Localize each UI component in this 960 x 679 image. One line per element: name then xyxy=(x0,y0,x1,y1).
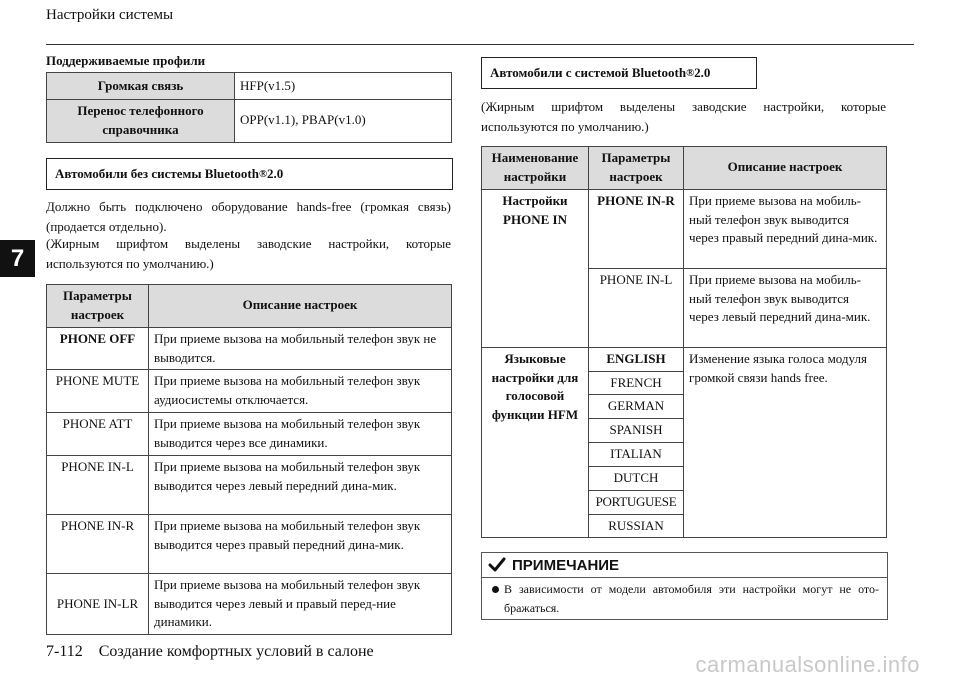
language-cell: RUSSIAN xyxy=(589,514,684,538)
table-row xyxy=(482,347,887,371)
table-row xyxy=(47,455,452,514)
setting-name-cell: Языковые настройки для голосовой функции HFM xyxy=(482,347,589,538)
defaults-paragraph: (Жирным шрифтом выделены заводские настройки, которые используются по умолчанию.) xyxy=(46,236,451,271)
param-cell: PHONE OFF xyxy=(47,327,149,370)
phone-settings-table xyxy=(46,284,452,635)
note-header xyxy=(482,553,887,578)
table-row xyxy=(47,100,452,143)
bluetooth-title-box xyxy=(481,57,757,89)
table-row xyxy=(47,370,452,413)
col-header-description: Описание настроек xyxy=(149,285,452,328)
table-row xyxy=(47,514,452,573)
language-cell: ITALIAN xyxy=(589,443,684,467)
chapter-tab: 7 xyxy=(0,240,35,277)
desc-cell: При приеме вызова на мобильный телефон звук аудиосистемы отключается. xyxy=(149,370,452,413)
registered-mark: ® xyxy=(686,67,695,79)
page-footer xyxy=(46,643,374,661)
note-body xyxy=(482,578,887,617)
param-cell: PHONE IN-LR xyxy=(47,573,149,635)
param-cell: PHONE IN-L xyxy=(47,455,149,514)
col-header-params: Параметры настроек xyxy=(47,285,149,328)
profiles-table xyxy=(46,72,452,143)
no-bluetooth-title-box xyxy=(46,158,453,190)
desc-cell: При приеме вызова на мобиль-ный телефон звук выводится через правый передний дина-мик. xyxy=(684,189,887,268)
param-cell: PHONE IN-R xyxy=(47,514,149,573)
profile-name: Громкая связь xyxy=(47,73,235,100)
param-cell: PHONE IN-R xyxy=(589,189,684,268)
profile-value: OPP(v1.1), PBAP(v1.0) xyxy=(235,100,452,143)
profile-name: Перенос телефонного справочника xyxy=(47,100,235,143)
desc-cell: При приеме вызова на мобиль-ный телефон звук выводится через левый передний дина-мик. xyxy=(684,268,887,347)
box-title-text: Автомобили без системы Bluetooth xyxy=(55,166,259,181)
page-header-title: Настройки системы xyxy=(46,7,174,23)
language-cell: GERMAN xyxy=(589,395,684,419)
language-cell: DUTCH xyxy=(589,466,684,490)
table-row xyxy=(482,189,887,268)
param-cell: PHONE IN-L xyxy=(589,268,684,347)
registered-mark: ® xyxy=(258,168,268,180)
desc-cell: При приеме вызова на мобильный телефон звук выводится через левый передний дина-мик. xyxy=(149,455,452,514)
profiles-title: Поддерживаемые профили xyxy=(46,53,206,68)
col-header-params: Параметры настроек xyxy=(589,147,684,190)
language-cell: ENGLISH xyxy=(589,347,684,371)
table-row xyxy=(47,73,452,100)
box-title-suffix: 2.0 xyxy=(267,166,284,181)
box-title-suffix: 2.0 xyxy=(694,65,711,80)
watermark: carmanualsonline.info xyxy=(695,652,920,677)
note-title: ПРИМЕЧАНИЕ xyxy=(512,556,620,574)
note-text: В зависимости от модели автомобиля эти настройки могут не ото-бражаться. xyxy=(504,582,879,615)
col-header-name: Наименование настройки xyxy=(482,147,589,190)
checkmark-icon xyxy=(488,556,506,574)
note-box xyxy=(481,552,888,620)
table-row xyxy=(47,327,452,370)
setting-name-cell: Настройки PHONE IN xyxy=(482,189,589,347)
param-cell: PHONE MUTE xyxy=(47,370,149,413)
defaults-paragraph-right: (Жирным шрифтом выделены заводские настройки, которые используются по умолчанию.) xyxy=(481,99,886,134)
language-cell: FRENCH xyxy=(589,371,684,395)
bluetooth-settings-table xyxy=(481,146,887,538)
profile-value: HFP(v1.5) xyxy=(235,73,452,100)
table-row xyxy=(47,573,452,635)
desc-cell: При приеме вызова на мобильный телефон звук выводится через левый и правый перед-ние динамики. xyxy=(149,573,452,635)
header-divider xyxy=(46,44,914,45)
page-number: 7-112 xyxy=(46,643,83,660)
table-row xyxy=(47,413,452,456)
desc-cell: При приеме вызова на мобильный телефон звук не выводится. xyxy=(149,327,452,370)
box-title-text: Автомобили с системой Bluetooth xyxy=(490,65,687,80)
desc-cell: Изменение языка голоса модуля громкой связи hands free. xyxy=(684,347,887,538)
language-cell: PORTUGUESE xyxy=(589,490,684,514)
section-title: Создание комфортных условий в салоне xyxy=(98,643,374,660)
param-cell: PHONE ATT xyxy=(47,413,149,456)
language-cell: SPANISH xyxy=(589,419,684,443)
col-header-description: Описание настроек xyxy=(684,147,887,190)
handsfree-paragraph: Должно быть подключено оборудование hands-free (громкая связь) (продается отдельно). xyxy=(46,199,451,234)
desc-cell: При приеме вызова на мобильный телефон звук выводится через правый передний дина-мик. xyxy=(149,514,452,573)
bullet-icon xyxy=(492,586,499,593)
desc-cell: При приеме вызова на мобильный телефон звук выводится через все динамики. xyxy=(149,413,452,456)
